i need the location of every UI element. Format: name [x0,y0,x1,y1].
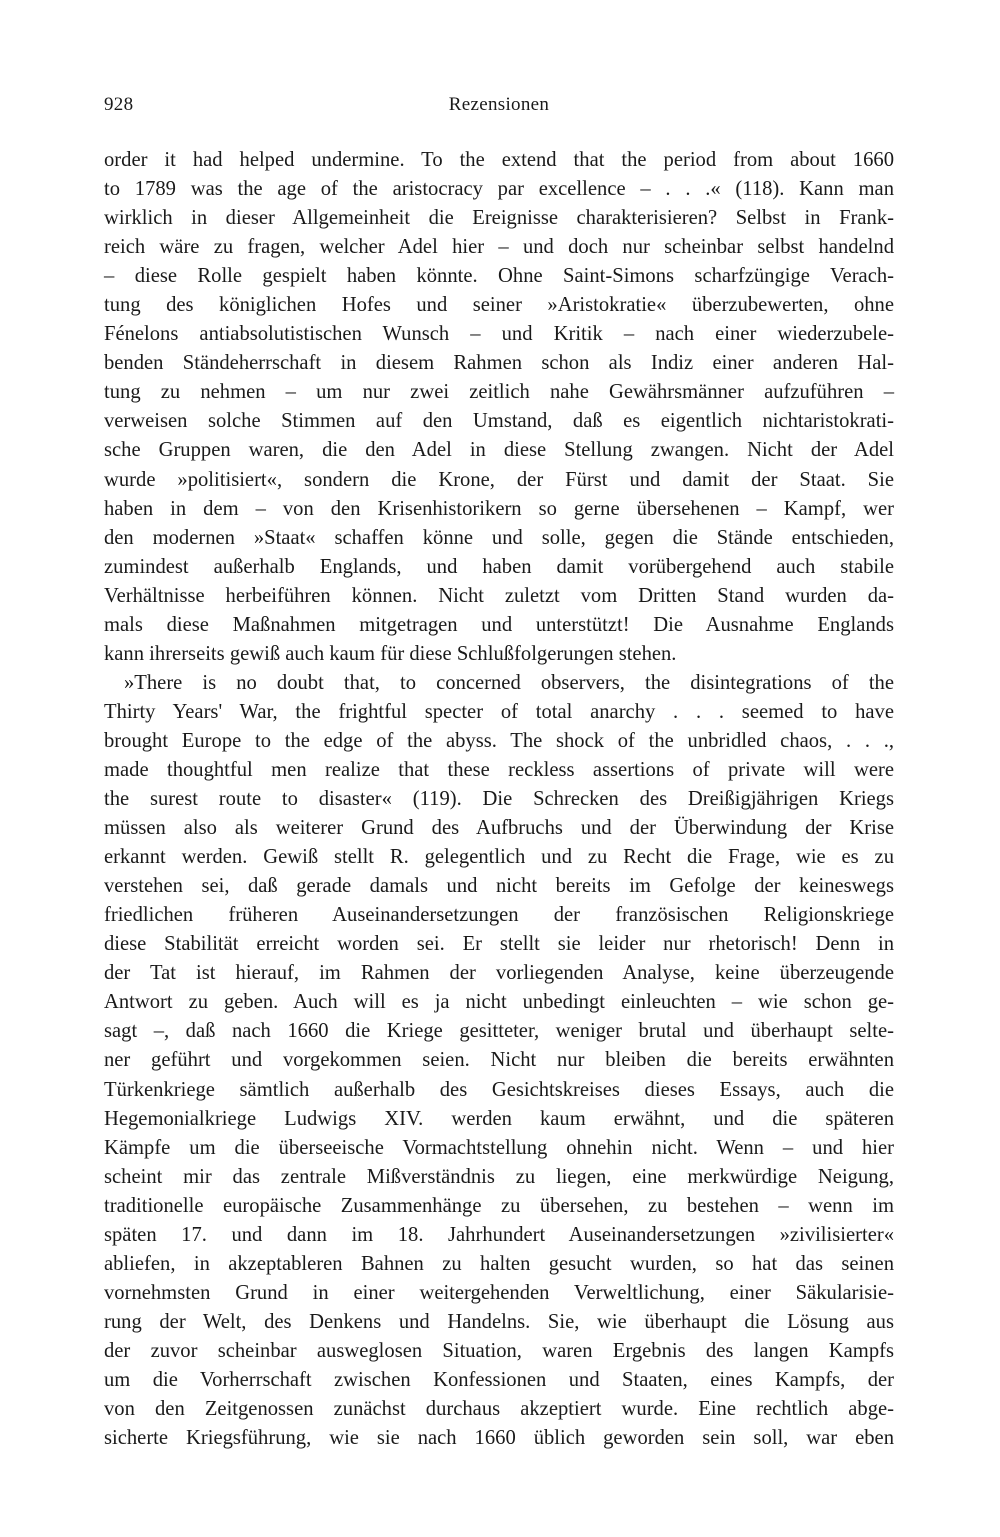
text-line: the surest route to disaster« (119). Die Schrecken des Dreißigjährigen Kriegs [104,788,894,811]
text-line: friedlichen früheren Auseinandersetzungen der französischen Religionskriege [104,904,894,927]
text-line: Türkenkriege sämtlich außerhalb des Gesichtskreises dieses Essays, auch die [104,1078,894,1101]
text-line: von den Zeitgenossen zunächst durchaus akzeptiert wurde. Eine rechtlich abge- [104,1398,894,1421]
text-line: tung zu nehmen – um nur zwei zeitlich nahe Gewährsmänner aufzuführen – [104,381,894,404]
text-line: um die Vorherrschaft zwischen Konfessionen und Staaten, eines Kampfs, der [104,1368,894,1391]
text-line: Verhältnisse herbeiführen können. Nicht zuletzt vom Dritten Stand wurden da- [104,584,894,607]
text-line: wirklich in dieser Allgemeinheit die Ereignisse charakterisieren? Selbst in Frank- [104,207,894,230]
text-line: Thirty Years' War, the frightful specter of total anarchy . . . seemed to have [104,700,894,723]
text-line: Kämpfe um die überseeische Vormachtstellung ohnehin nicht. Wenn – und hier [104,1136,894,1159]
text-line: wurde »politisiert«, sondern die Krone, der Fürst und damit der Staat. Sie [104,468,894,491]
text-line: vornehmsten Grund in einer weitergehenden Verweltlichung, einer Säkularisie- [104,1281,894,1304]
text-line: der Tat ist hierauf, im Rahmen der vorliegenden Analyse, keine überzeugende [104,962,894,985]
text-line: der zuvor scheinbar ausweglosen Situation, waren Ergebnis des langen Kampfs [104,1339,894,1362]
text-line: scheint mir das zentrale Mißverständnis zu liegen, eine merkwürdige Neigung, [104,1165,894,1188]
text-line: benden Ständeherrschaft in diesem Rahmen schon als Indiz einer anderen Hal- [104,352,894,375]
paragraph-end-line: kann ihrerseits gewiß auch kaum für diese Schlußfolgerungen stehen. [104,642,677,665]
text-line: sagt –, daß nach 1660 die Kriege gesitteter, weniger brutal und überhaupt selte- [104,1020,894,1043]
text-line: traditionelle europäische Zusammenhänge zu übersehen, zu bestehen – wenn im [104,1194,894,1217]
text-line: zumindest außerhalb Englands, und haben damit vorübergehend auch stabile [104,555,894,578]
text-line: abliefen, in akzeptableren Bahnen zu halten gesucht wurden, so hat das seinen [104,1252,894,1275]
paragraph-start-line: »There is no doubt that, to concerned observers, the disintegrations of the [124,671,894,694]
page-number: 928 [104,94,134,115]
text-line: made thoughtful men realize that these reckless assertions of private will were [104,758,894,781]
text-line: diese Stabilität erreicht worden sei. Er stellt sie leider nur rhetorisch! Denn in [104,933,894,956]
text-line: Antwort zu geben. Auch will es ja nicht unbedingt einleuchten – wie schon ge- [104,991,894,1014]
text-line: Fénelons antiabsolutistischen Wunsch – und Kritik – nach einer wiederzubele- [104,323,894,346]
text-line: tung des königlichen Hofes und seiner »Aristokratie« überzubewerten, ohne [104,294,894,317]
text-line: den modernen »Staat« schaffen könne und solle, gegen die Stände entschieden, [104,526,894,549]
text-line: späten 17. und dann im 18. Jahrhundert Auseinandersetzungen »zivilisierter« [104,1223,894,1246]
text-line: ner geführt und vorgekommen seien. Nicht nur bleiben die bereits erwähnten [104,1049,894,1072]
text-line: sicherte Kriegsführung, wie sie nach 1660 üblich geworden sein soll, war eben [104,1427,894,1450]
text-line: rung der Welt, des Denkens und Handelns. Sie, wie überhaupt die Lösung aus [104,1310,894,1333]
text-line: verstehen sei, daß gerade damals und nicht bereits im Gefolge der keineswegs [104,875,894,898]
text-line: Hegemonialkriege Ludwigs XIV. werden kaum erwähnt, und die späteren [104,1107,894,1130]
text-line: verweisen solche Stimmen auf den Umstand, daß es eigentlich nichtaristokrati- [104,410,894,433]
text-line: haben in dem – von den Krisenhistorikern so gerne übersehenen – Kampf, wer [104,497,894,520]
text-line: mals diese Maßnahmen mitgetragen und unterstützt! Die Ausnahme Englands [104,613,894,636]
running-head-title: Rezensionen [448,94,550,115]
running-head [104,94,894,122]
text-line: to 1789 was the age of the aristocracy par excellence – . . .« (118). Kann man [104,178,894,201]
text-line: – diese Rolle gespielt haben könnte. Ohne Saint-Simons scharfzüngige Verach- [104,265,894,288]
text-line: reich wäre zu fragen, welcher Adel hier – und doch nur scheinbar selbst handelnd [104,236,894,259]
body-text [104,146,894,1453]
text-line: sche Gruppen waren, die den Adel in diese Stellung zwangen. Nicht der Adel [104,439,894,462]
text-line: brought Europe to the edge of the abyss. The shock of the unbridled chaos, . . ., [104,729,894,752]
text-line: müssen also als weiterer Grund des Aufbruchs und der Überwindung der Krise [104,817,894,840]
text-line: order it had helped undermine. To the extend that the period from about 1660 [104,149,894,171]
text-line: erkannt werden. Gewiß stellt R. gelegentlich und zu Recht die Frage, wie es zu [104,846,894,869]
